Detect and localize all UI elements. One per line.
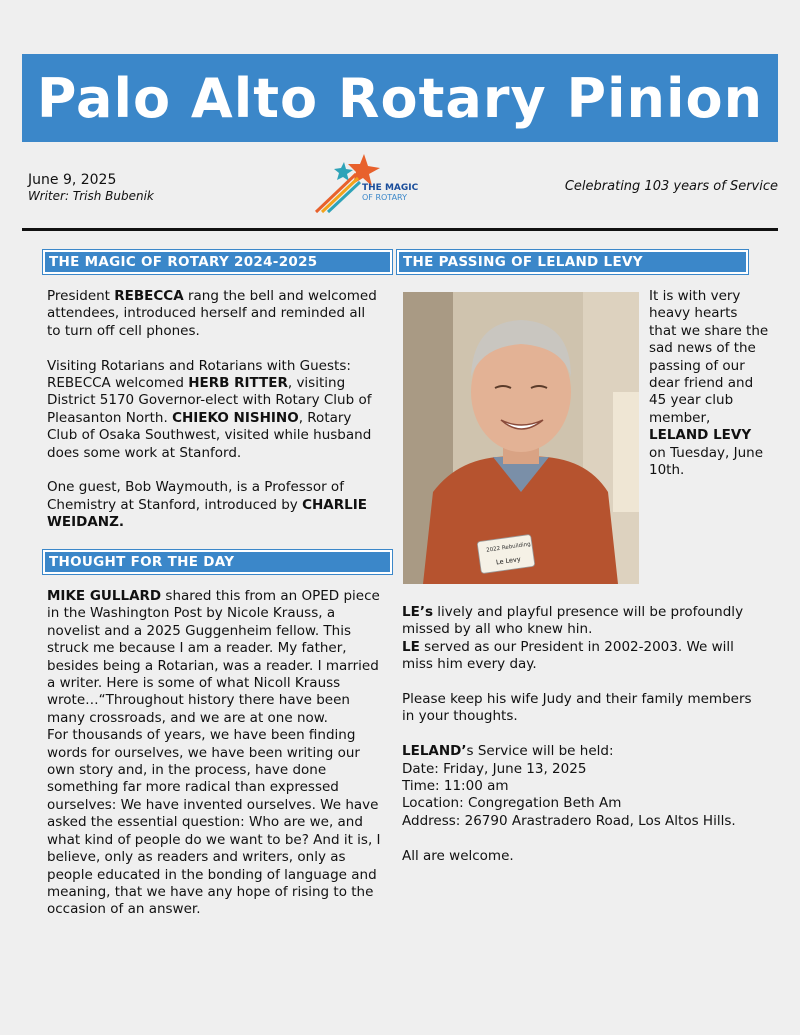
service-details: LELAND’s Service will be held: Date: Friday, June 13, 2025 Time: 11:00 am Location: Congregation Beth Am Address: 26790 Arastradero Road, Los Altos Hills. (402, 743, 736, 829)
magic-paragraph-1: President REBECCA rang the bell and welcomed attendees, introduced herself and reminded all to turn off cell phones. (47, 288, 377, 339)
thought-paragraph-2: For thousands of years, we have been finding words for ourselves, we have been writing our own story and, in the process, have done something far more radical than expressed ourselves: We have invented ourselves. We have asked the essential question: Who are we, and what kind of people do we want to be? And it is, I believe, only as readers and writers, only as people educated in the bonding of language and meaning, that we have any hope of rising to the occasion of an answer. (47, 727, 381, 918)
closing-line: All are welcome. (402, 847, 514, 864)
service-location: Location: Congregation Beth Am (402, 795, 622, 812)
passing-section-body (402, 604, 752, 882)
service-date: Date: Friday, June 13, 2025 (402, 760, 587, 777)
passing-paragraph-2: Please keep his wife Judy and their family members in your thoughts. (402, 691, 752, 725)
writer-credit: Writer: Trish Bubenik (28, 189, 154, 203)
magic-paragraph-2: Visiting Rotarians and Rotarians with Guests: REBECCA welcomed HERB RITTER, visiting District 5170 Governor-elect with Rotary Club of Pleasanton North. CHIEKO NISHINO, Rotary Club of Osaka Southwest, visited while husband does some work at Stanford. (47, 357, 372, 461)
thought-section-heading: THOUGHT FOR THE DAY (43, 550, 392, 574)
motto: Celebrating 103 years of Service (564, 179, 778, 194)
header-divider (22, 228, 778, 231)
leland-levy-photo (403, 292, 639, 584)
magic-paragraph-3: One guest, Bob Waymouth, is a Professor of Chemistry at Stanford, introduced by CHARLIE WEIDANZ. (47, 479, 367, 531)
newsletter-title: Palo Alto Rotary Pinion (36, 66, 764, 130)
passing-paragraph-1: LE’s lively and playful presence will be profoundly missed by all who knew hin. LE served as our President in 2002-2003. We will miss him every day. (402, 604, 744, 673)
thought-section-body (47, 588, 385, 936)
issue-date: June 9, 2025 (28, 172, 117, 188)
logo-line2: OF ROTARY (362, 193, 407, 202)
logo-line1: THE MAGIC (362, 183, 419, 193)
passing-intro: It is with very heavy hearts that we share the sad news of the passing of our dear friend and 45 year club member, LELAND LEVY on Tuesday, June 10th. (649, 288, 769, 479)
magic-of-rotary-logo (312, 152, 432, 216)
newsletter-banner (22, 54, 778, 142)
service-address: Address: 26790 Arastradero Road, Los Altos Hills. (402, 812, 736, 829)
magic-section-body (47, 288, 382, 549)
thought-paragraph-1: MIKE GULLARD shared this from an OPED piece in the Washington Post by Nicole Krauss, a novelist and a 2025 Guggenheim fellow. This struck me because I am a reader. My father, besides being a Rotarian, was a reader. I married a writer. Here is some of what Nicoll Krauss wrote…“Throughout history there have been many crossroads, and we are at one now. (47, 588, 380, 726)
name-tag-line2: Le Levy (495, 555, 522, 567)
passing-section-heading: THE PASSING OF LELAND LEVY (397, 250, 748, 274)
name-tag-line1: 2022 Rebuilding (485, 541, 532, 554)
magic-section-heading: THE MAGIC OF ROTARY 2024-2025 (43, 250, 392, 274)
service-time: Time: 11:00 am (402, 778, 509, 795)
